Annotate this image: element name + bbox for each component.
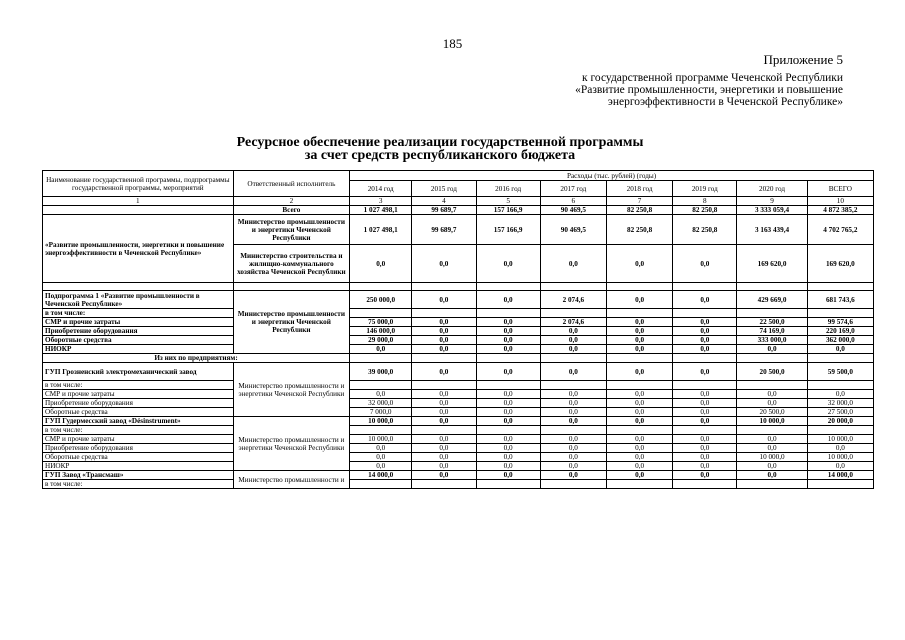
value-cell: 0,0 bbox=[540, 444, 606, 453]
value-cell: 0,0 bbox=[412, 444, 476, 453]
header-executor: Ответственный исполнитель bbox=[233, 171, 349, 197]
value-cell: 0,0 bbox=[673, 291, 737, 309]
value-cell: 0,0 bbox=[476, 291, 540, 309]
empty-cell bbox=[606, 354, 672, 363]
row-label: Приобретение оборудования bbox=[43, 399, 234, 408]
value-cell: 0,0 bbox=[606, 399, 672, 408]
empty-cell bbox=[737, 354, 807, 363]
page-number: 185 bbox=[442, 36, 463, 51]
value-cell: 0,0 bbox=[737, 471, 807, 480]
row-label: в том числе: bbox=[43, 381, 234, 390]
table-row bbox=[43, 345, 874, 354]
table-row bbox=[43, 399, 874, 408]
value-cell: 0,0 bbox=[673, 327, 737, 336]
value-cell: 0,0 bbox=[673, 399, 737, 408]
year-header: ВСЕГО bbox=[807, 181, 873, 197]
table-row bbox=[43, 336, 874, 345]
table-row bbox=[43, 417, 874, 426]
column-number: 5 bbox=[476, 197, 540, 206]
column-number: 9 bbox=[737, 197, 807, 206]
row-label: Приобретение оборудования bbox=[43, 327, 234, 336]
column-number: 3 bbox=[350, 197, 412, 206]
empty-cell bbox=[476, 480, 540, 489]
year-header: 2018 год bbox=[606, 181, 672, 197]
empty-cell bbox=[807, 381, 873, 390]
value-cell: 0,0 bbox=[606, 453, 672, 462]
value-cell: 0,0 bbox=[673, 453, 737, 462]
value-cell: 0,0 bbox=[350, 390, 412, 399]
value-cell: 0,0 bbox=[737, 345, 807, 354]
table-row bbox=[43, 435, 874, 444]
year-header: 2014 год bbox=[350, 181, 412, 197]
column-number: 1 bbox=[43, 197, 234, 206]
value-cell: 22 500,0 bbox=[737, 318, 807, 327]
value-cell: 169 620,0 bbox=[737, 245, 807, 283]
table-row bbox=[43, 215, 874, 245]
value-cell: 0,0 bbox=[412, 291, 476, 309]
empty-cell bbox=[350, 309, 412, 318]
value-cell: 0,0 bbox=[673, 318, 737, 327]
empty-cell bbox=[673, 309, 737, 318]
column-number: 10 bbox=[807, 197, 873, 206]
value-cell: 0,0 bbox=[476, 408, 540, 417]
value-cell: 32 000,0 bbox=[350, 399, 412, 408]
value-cell: 0,0 bbox=[737, 435, 807, 444]
value-cell: 0,0 bbox=[606, 462, 672, 471]
empty-cell bbox=[807, 354, 873, 363]
value-cell: 0,0 bbox=[476, 245, 540, 283]
empty-cell bbox=[350, 354, 412, 363]
value-cell: 0,0 bbox=[737, 444, 807, 453]
empty-cell bbox=[350, 426, 412, 435]
empty-cell bbox=[476, 354, 540, 363]
table-row bbox=[43, 480, 874, 489]
value-cell: 10 000,0 bbox=[350, 435, 412, 444]
value-cell: 0,0 bbox=[540, 336, 606, 345]
empty-cell bbox=[412, 283, 476, 291]
value-cell: 82 250,8 bbox=[606, 215, 672, 245]
executor: Министерство промышленности и энергетики Чеченской Республики bbox=[233, 417, 349, 471]
value-cell: 0,0 bbox=[606, 444, 672, 453]
value-cell: 2 074,6 bbox=[540, 318, 606, 327]
empty-cell bbox=[350, 480, 412, 489]
value-cell: 0,0 bbox=[476, 453, 540, 462]
row-label: НИОКР bbox=[43, 462, 234, 471]
value-cell: 0,0 bbox=[540, 408, 606, 417]
value-cell: 333 000,0 bbox=[737, 336, 807, 345]
subprogram-name: Подпрограмма 1 «Развитие промышленности в Чеченской Республике» bbox=[43, 291, 234, 309]
value-cell: 10 000,0 bbox=[807, 453, 873, 462]
value-cell: 1 027 498,1 bbox=[350, 215, 412, 245]
empty-cell bbox=[737, 309, 807, 318]
value-cell: 0,0 bbox=[673, 245, 737, 283]
value-cell: 681 743,6 bbox=[807, 291, 873, 309]
value-cell: 0,0 bbox=[606, 417, 672, 426]
table-row bbox=[43, 206, 874, 215]
value-cell: 0,0 bbox=[737, 462, 807, 471]
executor: Министерство промышленности и bbox=[233, 471, 349, 489]
table-row bbox=[43, 426, 874, 435]
column-number: 7 bbox=[606, 197, 672, 206]
value-cell: 220 169,0 bbox=[807, 327, 873, 336]
value-cell: 0,0 bbox=[350, 444, 412, 453]
empty-cell bbox=[350, 283, 412, 291]
empty-cell bbox=[673, 381, 737, 390]
enterprise-name: ГУП Завод «Трансмаш» bbox=[43, 471, 234, 480]
value-cell: 27 500,0 bbox=[807, 408, 873, 417]
value-cell: 0,0 bbox=[807, 345, 873, 354]
value-cell: 250 000,0 bbox=[350, 291, 412, 309]
value-cell: 0,0 bbox=[412, 390, 476, 399]
empty-cell bbox=[412, 354, 476, 363]
value-cell: 0,0 bbox=[737, 390, 807, 399]
empty-cell bbox=[606, 309, 672, 318]
table-row bbox=[43, 327, 874, 336]
year-header: 2017 год bbox=[540, 181, 606, 197]
table-row bbox=[43, 318, 874, 327]
value-cell: 0,0 bbox=[606, 318, 672, 327]
value-cell: 99 574,6 bbox=[807, 318, 873, 327]
empty-cell bbox=[540, 381, 606, 390]
total-label: Всего bbox=[233, 206, 349, 215]
value-cell: 0,0 bbox=[350, 345, 412, 354]
appendix-subtitle: к государственной программе Чеченской Республики «Развитие промышленности, энергетики и повышение энергоэффективности в Чеченской Республике» bbox=[575, 72, 843, 108]
value-cell: 0,0 bbox=[412, 345, 476, 354]
empty-cell bbox=[737, 426, 807, 435]
row-label: в том числе: bbox=[43, 480, 234, 489]
table-row bbox=[43, 462, 874, 471]
empty-cell bbox=[540, 426, 606, 435]
empty-cell bbox=[737, 480, 807, 489]
value-cell: 0,0 bbox=[673, 462, 737, 471]
value-cell: 0,0 bbox=[540, 399, 606, 408]
table-row bbox=[43, 291, 874, 309]
value-cell: 0,0 bbox=[476, 363, 540, 381]
empty-cell bbox=[807, 480, 873, 489]
value-cell: 0,0 bbox=[476, 435, 540, 444]
empty-cell bbox=[606, 283, 672, 291]
empty-cell bbox=[540, 480, 606, 489]
value-cell: 0,0 bbox=[606, 327, 672, 336]
empty-cell bbox=[673, 283, 737, 291]
value-cell: 0,0 bbox=[412, 435, 476, 444]
value-cell: 0,0 bbox=[606, 345, 672, 354]
value-cell: 0,0 bbox=[476, 471, 540, 480]
value-cell: 0,0 bbox=[673, 336, 737, 345]
value-cell: 0,0 bbox=[412, 318, 476, 327]
value-cell: 0,0 bbox=[807, 390, 873, 399]
table-row bbox=[43, 283, 874, 291]
row-label: СМР и прочие затраты bbox=[43, 318, 234, 327]
value-cell: 362 000,0 bbox=[807, 336, 873, 345]
resource-table bbox=[42, 170, 874, 489]
value-cell: 4 702 765,2 bbox=[807, 215, 873, 245]
value-cell: 14 000,0 bbox=[350, 471, 412, 480]
value-cell: 0,0 bbox=[606, 245, 672, 283]
value-cell: 82 250,8 bbox=[673, 206, 737, 215]
value-cell: 169 620,0 bbox=[807, 245, 873, 283]
value-cell: 0,0 bbox=[606, 390, 672, 399]
row-label: Оборотные средства bbox=[43, 453, 234, 462]
row-label: СМР и прочие затраты bbox=[43, 390, 234, 399]
value-cell: 0,0 bbox=[606, 408, 672, 417]
value-cell: 82 250,8 bbox=[673, 215, 737, 245]
table-row bbox=[43, 381, 874, 390]
value-cell: 0,0 bbox=[673, 435, 737, 444]
value-cell: 0,0 bbox=[807, 462, 873, 471]
value-cell: 74 169,0 bbox=[737, 327, 807, 336]
value-cell: 0,0 bbox=[540, 453, 606, 462]
table-row bbox=[43, 363, 874, 381]
value-cell: 99 689,7 bbox=[412, 206, 476, 215]
value-cell: 0,0 bbox=[412, 399, 476, 408]
value-cell: 10 000,0 bbox=[350, 417, 412, 426]
value-cell: 0,0 bbox=[673, 408, 737, 417]
value-cell: 0,0 bbox=[476, 336, 540, 345]
value-cell: 0,0 bbox=[540, 327, 606, 336]
value-cell: 99 689,7 bbox=[412, 215, 476, 245]
section-label: Из них по предприятиям: bbox=[43, 354, 350, 363]
value-cell: 2 074,6 bbox=[540, 291, 606, 309]
value-cell: 0,0 bbox=[476, 390, 540, 399]
program-name-top bbox=[43, 206, 234, 215]
value-cell: 157 166,9 bbox=[476, 206, 540, 215]
empty-cell bbox=[412, 381, 476, 390]
value-cell: 146 000,0 bbox=[350, 327, 412, 336]
value-cell: 0,0 bbox=[540, 390, 606, 399]
empty-cell bbox=[233, 283, 349, 291]
table-row bbox=[43, 354, 874, 363]
executor: Министерство промышленности и энергетики Чеченской Республики bbox=[233, 215, 349, 245]
value-cell: 0,0 bbox=[412, 417, 476, 426]
enterprise-name: ГУП Гудермесский завод «Désinstrument» bbox=[43, 417, 234, 426]
value-cell: 0,0 bbox=[606, 435, 672, 444]
value-cell: 0,0 bbox=[476, 399, 540, 408]
value-cell: 20 000,0 bbox=[807, 417, 873, 426]
empty-cell bbox=[43, 283, 234, 291]
year-header: 2015 год bbox=[412, 181, 476, 197]
value-cell: 59 500,0 bbox=[807, 363, 873, 381]
row-label: Приобретение оборудования bbox=[43, 444, 234, 453]
value-cell: 0,0 bbox=[412, 453, 476, 462]
value-cell: 0,0 bbox=[476, 327, 540, 336]
empty-cell bbox=[737, 381, 807, 390]
table-row bbox=[43, 471, 874, 480]
value-cell: 0,0 bbox=[412, 462, 476, 471]
enterprise-name: ГУП Грозненский электромеханический завод bbox=[43, 363, 234, 381]
value-cell: 3 163 439,4 bbox=[737, 215, 807, 245]
value-cell: 10 000,0 bbox=[737, 417, 807, 426]
executor: Министерство промышленности и энергетики Чеченской Республики bbox=[233, 291, 349, 354]
value-cell: 0,0 bbox=[476, 462, 540, 471]
value-cell: 10 000,0 bbox=[737, 453, 807, 462]
column-number: 4 bbox=[412, 197, 476, 206]
year-header: 2019 год bbox=[673, 181, 737, 197]
value-cell: 0,0 bbox=[412, 363, 476, 381]
value-cell: 90 469,5 bbox=[540, 206, 606, 215]
value-cell: 0,0 bbox=[476, 318, 540, 327]
empty-cell bbox=[606, 381, 672, 390]
value-cell: 0,0 bbox=[540, 363, 606, 381]
value-cell: 0,0 bbox=[412, 471, 476, 480]
header-expenses: Расходы (тыс. рублей) (годы) bbox=[350, 171, 874, 181]
empty-cell bbox=[412, 309, 476, 318]
value-cell: 20 500,0 bbox=[737, 408, 807, 417]
value-cell: 429 669,0 bbox=[737, 291, 807, 309]
value-cell: 29 000,0 bbox=[350, 336, 412, 345]
value-cell: 0,0 bbox=[673, 345, 737, 354]
year-header: 2020 год bbox=[737, 181, 807, 197]
value-cell: 32 000,0 bbox=[807, 399, 873, 408]
value-cell: 0,0 bbox=[606, 363, 672, 381]
column-number: 2 bbox=[233, 197, 349, 206]
value-cell: 3 333 059,4 bbox=[737, 206, 807, 215]
value-cell: 0,0 bbox=[540, 462, 606, 471]
table-row bbox=[43, 444, 874, 453]
empty-cell bbox=[606, 426, 672, 435]
empty-cell bbox=[606, 480, 672, 489]
value-cell: 0,0 bbox=[476, 417, 540, 426]
year-header: 2016 год bbox=[476, 181, 540, 197]
row-label: Оборотные средства bbox=[43, 336, 234, 345]
value-cell: 0,0 bbox=[673, 417, 737, 426]
empty-cell bbox=[737, 283, 807, 291]
empty-cell bbox=[540, 354, 606, 363]
value-cell: 0,0 bbox=[412, 327, 476, 336]
value-cell: 0,0 bbox=[606, 336, 672, 345]
value-cell: 0,0 bbox=[540, 471, 606, 480]
value-cell: 7 000,0 bbox=[350, 408, 412, 417]
row-label: в том числе: bbox=[43, 309, 234, 318]
value-cell: 0,0 bbox=[350, 453, 412, 462]
empty-cell bbox=[673, 354, 737, 363]
value-cell: 0,0 bbox=[412, 245, 476, 283]
executor: Министерство промышленности и энергетики Чеченской Республики bbox=[233, 363, 349, 417]
value-cell: 4 872 385,2 bbox=[807, 206, 873, 215]
empty-cell bbox=[412, 480, 476, 489]
empty-cell bbox=[476, 381, 540, 390]
value-cell: 0,0 bbox=[412, 408, 476, 417]
empty-cell bbox=[476, 309, 540, 318]
value-cell: 0,0 bbox=[476, 444, 540, 453]
value-cell: 10 000,0 bbox=[807, 435, 873, 444]
value-cell: 0,0 bbox=[673, 390, 737, 399]
empty-cell bbox=[540, 309, 606, 318]
value-cell: 0,0 bbox=[540, 417, 606, 426]
row-label: НИОКР bbox=[43, 345, 234, 354]
value-cell: 0,0 bbox=[673, 363, 737, 381]
empty-cell bbox=[807, 309, 873, 318]
value-cell: 157 166,9 bbox=[476, 215, 540, 245]
empty-cell bbox=[476, 426, 540, 435]
executor: Министерство строительства и жилищно-коммунального хозяйства Чеченской Республики bbox=[233, 245, 349, 283]
row-label: СМР и прочие затраты bbox=[43, 435, 234, 444]
row-label: Оборотные средства bbox=[43, 408, 234, 417]
value-cell: 0,0 bbox=[476, 345, 540, 354]
value-cell: 75 000,0 bbox=[350, 318, 412, 327]
empty-cell bbox=[540, 283, 606, 291]
value-cell: 1 027 498,1 bbox=[350, 206, 412, 215]
value-cell: 20 500,0 bbox=[737, 363, 807, 381]
value-cell: 0,0 bbox=[737, 399, 807, 408]
value-cell: 0,0 bbox=[540, 245, 606, 283]
empty-cell bbox=[673, 426, 737, 435]
table-row bbox=[43, 453, 874, 462]
value-cell: 0,0 bbox=[540, 435, 606, 444]
document-title: Ресурсное обеспечение реализации государственной программы за счет средств республиканского бюджета bbox=[236, 135, 644, 163]
value-cell: 0,0 bbox=[350, 462, 412, 471]
empty-cell bbox=[476, 283, 540, 291]
value-cell: 14 000,0 bbox=[807, 471, 873, 480]
value-cell: 82 250,8 bbox=[606, 206, 672, 215]
program-name: «Развитие промышленности, энергетики и повышение энергоэффективности в Чеченской Республике» bbox=[43, 215, 234, 283]
value-cell: 0,0 bbox=[673, 444, 737, 453]
header-name: Наименование государственной программы, подпрограммы государственной программы, мероприятий bbox=[43, 171, 234, 197]
empty-cell bbox=[807, 283, 873, 291]
empty-cell bbox=[350, 381, 412, 390]
value-cell: 0,0 bbox=[606, 471, 672, 480]
row-label: в том числе: bbox=[43, 426, 234, 435]
value-cell: 0,0 bbox=[540, 345, 606, 354]
value-cell: 0,0 bbox=[412, 336, 476, 345]
value-cell: 0,0 bbox=[350, 245, 412, 283]
empty-cell bbox=[412, 426, 476, 435]
empty-cell bbox=[807, 426, 873, 435]
empty-cell bbox=[673, 480, 737, 489]
value-cell: 0,0 bbox=[673, 471, 737, 480]
column-number: 6 bbox=[540, 197, 606, 206]
value-cell: 90 469,5 bbox=[540, 215, 606, 245]
table-row bbox=[43, 408, 874, 417]
value-cell: 39 000,0 bbox=[350, 363, 412, 381]
appendix-title: Приложение 5 bbox=[763, 52, 843, 67]
table-row bbox=[43, 309, 874, 318]
value-cell: 0,0 bbox=[606, 291, 672, 309]
table-row bbox=[43, 390, 874, 399]
value-cell: 0,0 bbox=[807, 444, 873, 453]
column-number: 8 bbox=[673, 197, 737, 206]
